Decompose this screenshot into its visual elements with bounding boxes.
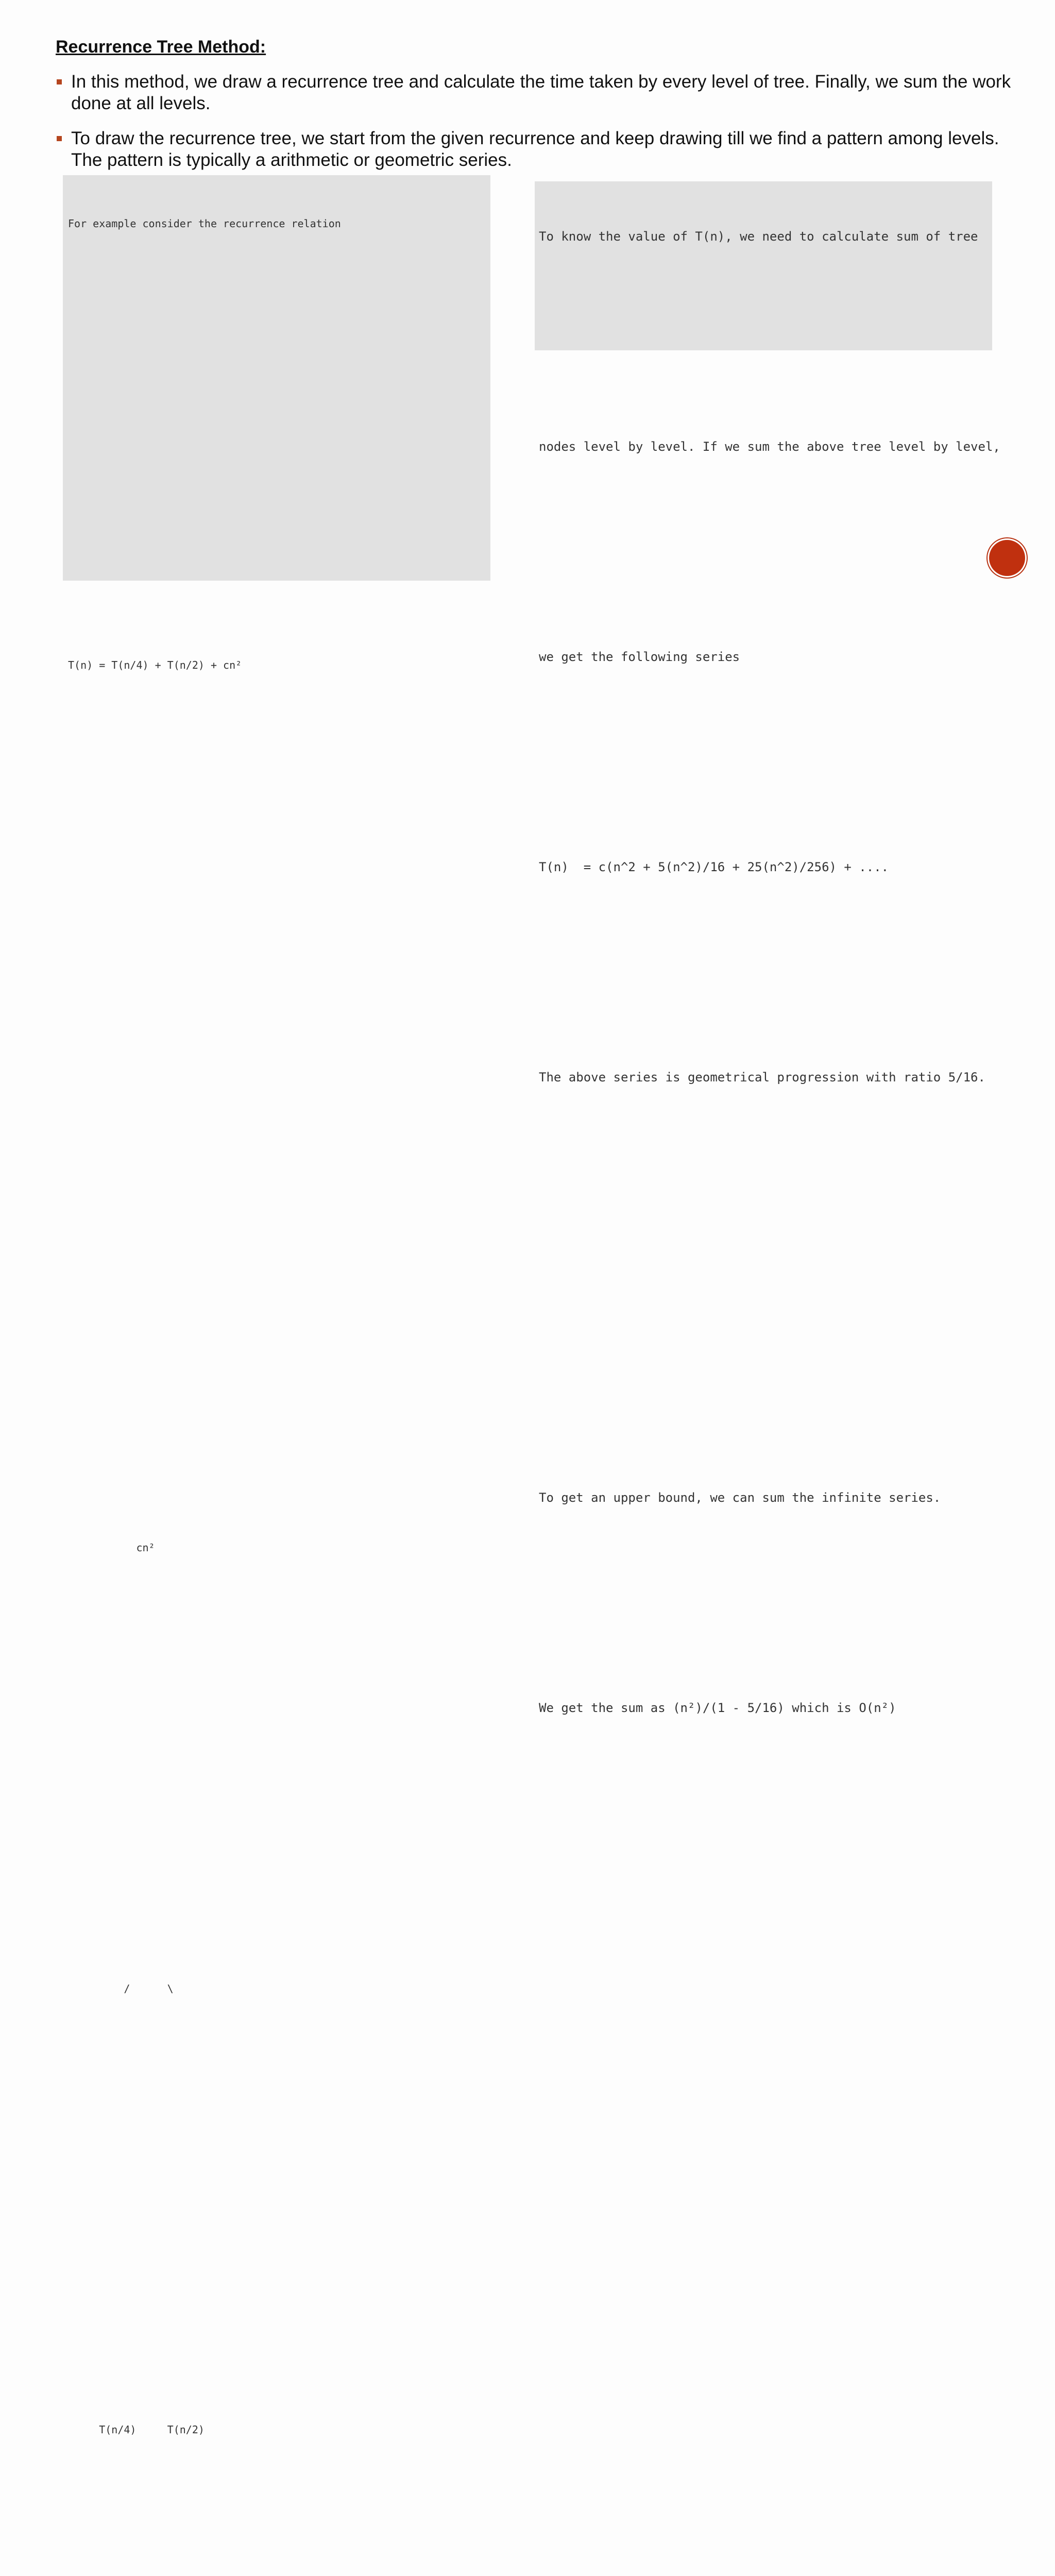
- code-line: T(n/4) T(n/2): [68, 2424, 205, 2436]
- code-line: / \: [68, 1982, 174, 1995]
- code-line: To know the value of T(n), we need to calculate sum of tree: [539, 229, 978, 244]
- code-line: we get the following series: [539, 650, 740, 664]
- code-line: For example consider the recurrence relation: [68, 217, 341, 230]
- bullet-text: To draw the recurrence tree, we start from the given recurrence and keep drawing till we find a pattern among levels. The pattern is typically a arithmetic or geometric series.: [71, 128, 999, 170]
- square-bullet-icon: [57, 136, 62, 141]
- square-bullet-icon: [57, 79, 62, 84]
- code-line: [68, 1097, 485, 1503]
- code-line: cn²: [68, 1541, 155, 1554]
- bullet-item: [56, 128, 1024, 171]
- code-line: To get an upper bound, we can sum the infinite series.: [539, 1490, 941, 1505]
- bullet-text: In this method, we draw a recurrence tree and calculate the time taken by every level of tree. Finally, we sum the work done at all levels.: [71, 72, 1011, 113]
- recursion-tree-example: [63, 175, 490, 2436]
- code-line: [539, 1277, 988, 1446]
- code-line: T(n) = T(n/4) + T(n/2) + cn²: [68, 658, 242, 671]
- code-line: We get the sum as (n²)/(1 - 5/16) which is O(n²): [539, 1701, 896, 1715]
- bullet-list: [56, 71, 1024, 184]
- code-line: T(n) = c(n^2 + 5(n^2)/16 + 25(n^2)/256) + ....: [539, 860, 889, 874]
- code-line: nodes level by level. If we sum the above tree level by level,: [539, 439, 1000, 454]
- series-explanation: [535, 181, 1000, 1715]
- slide-title: Recurrence Tree Method:: [56, 37, 266, 57]
- code-line: The above series is geometrical progression with ratio 5/16.: [539, 1070, 985, 1084]
- slide-nav-button[interactable]: [988, 538, 1027, 578]
- bullet-item: [56, 71, 1024, 114]
